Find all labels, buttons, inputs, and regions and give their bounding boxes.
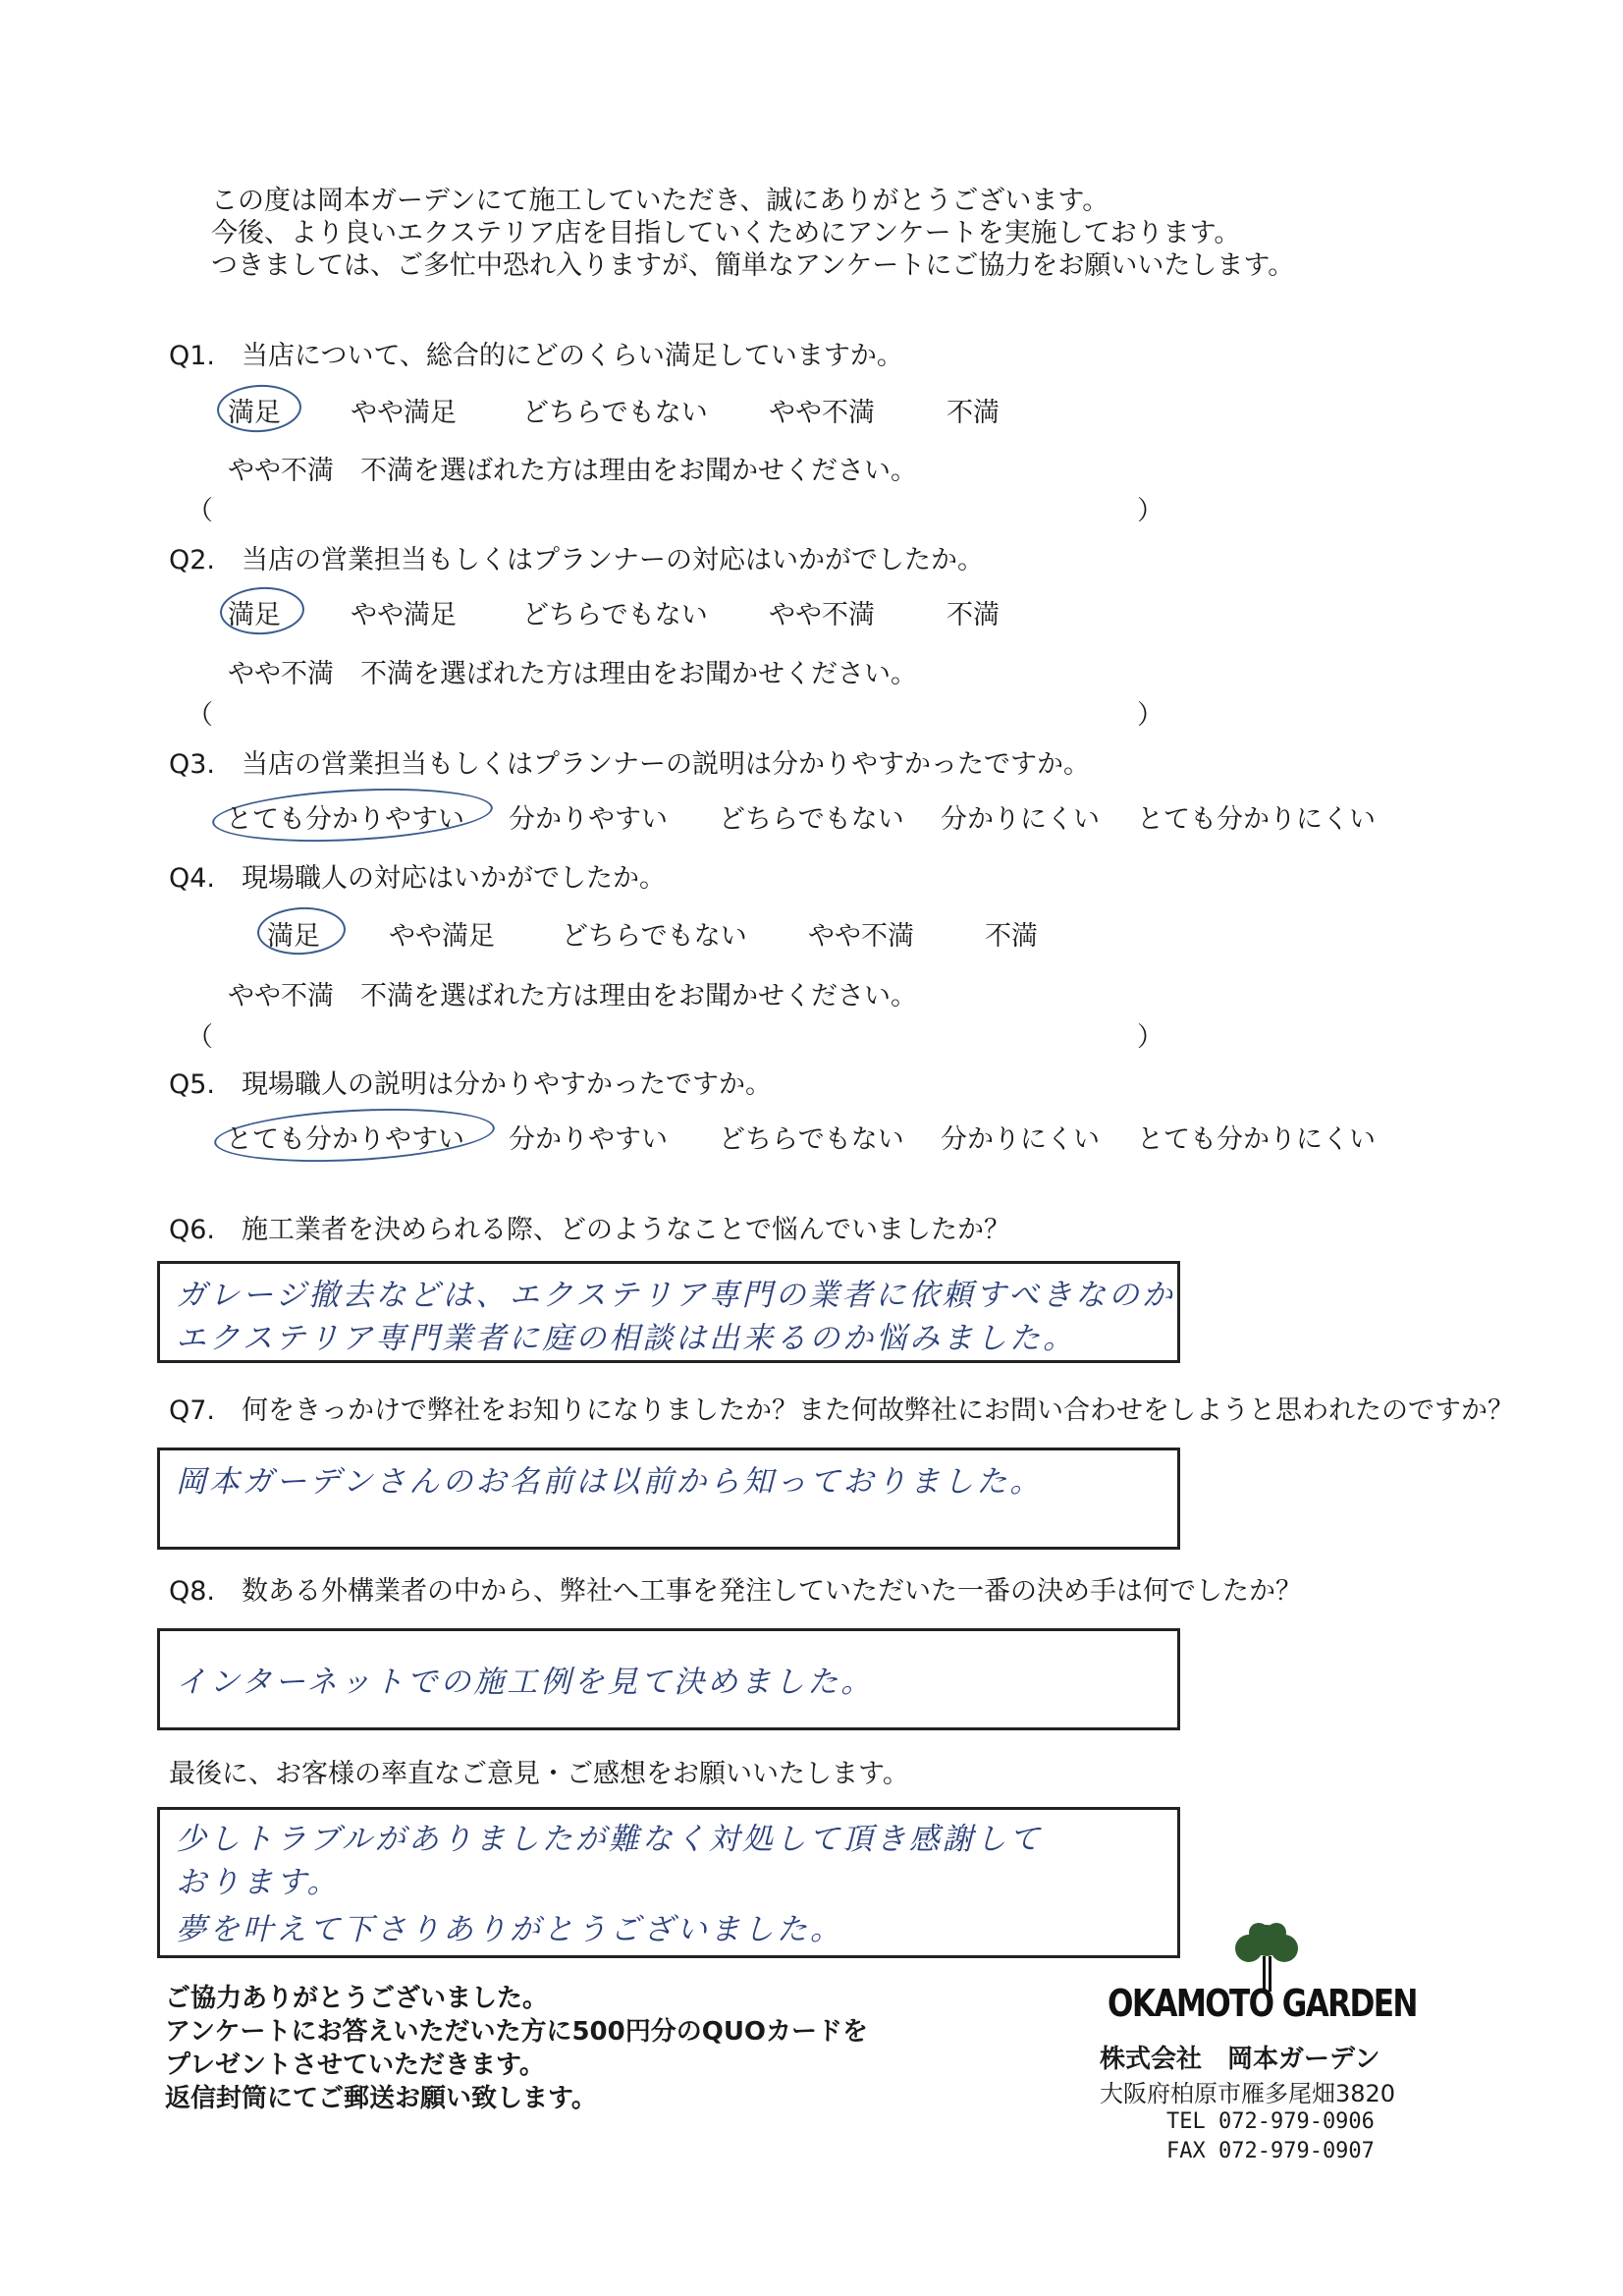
- q2-paren-open: （: [187, 700, 213, 731]
- q5-option-3[interactable]: どちらでもない: [719, 1124, 904, 1155]
- final-answer-line-1: 少しトラブルがありましたが難なく対処して頂き感謝して: [176, 1822, 1043, 1857]
- q5-option-1[interactable]: とても分かりやすい: [226, 1124, 464, 1155]
- q2-option-4[interactable]: やや不満: [769, 600, 875, 630]
- q2-option-2[interactable]: やや満足: [351, 600, 457, 630]
- intro-text: [211, 185, 1294, 282]
- q2-question: Q2. 当店の営業担当もしくはプランナーの対応はいかがでしたか。: [169, 545, 985, 575]
- final-question: 最後に、お客様の率直なご意見・ご感想をお願いいたします。: [169, 1759, 909, 1789]
- q3-option-3[interactable]: どちらでもない: [719, 804, 904, 835]
- intro-line-2: 今後、より良いエクステリア店を目指していくためにアンケートを実施しております。: [211, 218, 1241, 248]
- final-answer-line-3: 夢を叶えて下さりありがとうございました。: [176, 1912, 843, 1947]
- q3-option-4[interactable]: 分かりにくい: [941, 804, 1100, 835]
- final-answer-box[interactable]: [157, 1807, 1180, 1958]
- q7-answer-box[interactable]: [157, 1448, 1180, 1550]
- q7-answer-line-1: 岡本ガーデンさんのお名前は以前から知っておりました。: [176, 1464, 1044, 1500]
- q4-option-3[interactable]: どちらでもない: [562, 921, 747, 952]
- q4-option-2[interactable]: やや満足: [389, 921, 495, 952]
- q5-question: Q5. 現場職人の説明は分かりやすかったですか。: [169, 1069, 773, 1100]
- q1-option-2[interactable]: やや満足: [351, 398, 457, 428]
- q1-paren-open: （: [187, 496, 213, 526]
- intro-line-3: つきましては、ご多忙中恐れ入りますが、簡単なアンケートにご協力をお願いいたします。: [211, 250, 1295, 281]
- footer-thanks: ご協力ありがとうございました。: [165, 1984, 549, 2013]
- q7-question: Q7. 何をきっかけで弊社をお知りになりましたか？また何故弊社にお問い合わせをしようと思われたのですか？: [169, 1395, 1515, 1426]
- q5-option-2[interactable]: 分かりやすい: [509, 1124, 668, 1155]
- q6-question: Q6. 施工業者を決められる際、どのようなことで悩んでいましたか？: [169, 1215, 1011, 1245]
- q3-option-5[interactable]: とても分かりにくい: [1137, 804, 1376, 835]
- q4-paren-close: ）: [1137, 1022, 1163, 1053]
- q1-option-1[interactable]: 満足: [228, 398, 281, 428]
- q5-option-5[interactable]: とても分かりにくい: [1137, 1124, 1376, 1155]
- q1-question: Q1. 当店について、総合的にどのくらい満足していますか。: [169, 341, 903, 371]
- q6-answer-line-1: ガレージ撤去などは、エクステリア専門の業者に依頼すべきなのか: [176, 1278, 1175, 1313]
- final-answer-line-2: おります。: [176, 1865, 341, 1900]
- company-tel: TEL 072-979-0906: [1166, 2109, 1375, 2134]
- q2-option-5[interactable]: 不満: [947, 600, 1000, 630]
- intro-line-1: この度は岡本ガーデンにて施工していただき、誠にありがとうございます。: [211, 186, 1109, 216]
- q8-answer-box[interactable]: [157, 1628, 1180, 1730]
- q4-reason-prompt: やや不満 不満を選ばれた方は理由をお聞かせください。: [228, 981, 917, 1011]
- q6-answer-box[interactable]: [157, 1261, 1180, 1363]
- company-address: 大阪府柏原市雁多尾畑3820: [1100, 2080, 1396, 2107]
- company-name: 株式会社 岡本ガーデン: [1100, 2045, 1380, 2074]
- q8-answer-line-1: インターネットでの施工例を見て決めました。: [176, 1665, 875, 1700]
- q4-option-1[interactable]: 満足: [267, 921, 320, 952]
- q1-reason-prompt: やや不満 不満を選ばれた方は理由をお聞かせください。: [228, 456, 917, 486]
- company-logo-text: OKAMOTO GARDEN: [1108, 1982, 1417, 2025]
- q3-option-1[interactable]: とても分かりやすい: [226, 804, 464, 835]
- q3-question: Q3. 当店の営業担当もしくはプランナーの説明は分かりやすかったですか。: [169, 749, 1091, 780]
- q1-option-4[interactable]: やや不満: [769, 398, 875, 428]
- q3-option-2[interactable]: 分かりやすい: [509, 804, 668, 835]
- q4-paren-open: （: [187, 1022, 213, 1053]
- q2-paren-close: ）: [1137, 700, 1163, 731]
- q4-option-4[interactable]: やや不満: [808, 921, 914, 952]
- q4-option-5[interactable]: 不満: [985, 921, 1038, 952]
- q2-option-1[interactable]: 満足: [228, 600, 281, 630]
- q4-question: Q4. 現場職人の対応はいかがでしたか。: [169, 863, 667, 894]
- company-fax: FAX 072-979-0907: [1166, 2139, 1375, 2163]
- q1-option-3[interactable]: どちらでもない: [522, 398, 708, 428]
- q5-option-4[interactable]: 分かりにくい: [941, 1124, 1100, 1155]
- q8-question: Q8. 数ある外構業者の中から、弊社へ工事を発注していただいた一番の決め手は何でしたか？: [169, 1576, 1303, 1607]
- q2-option-3[interactable]: どちらでもない: [522, 600, 708, 630]
- footer-quo-card: アンケートにお答えいただいた方に500円分のQUOカードを: [165, 2017, 869, 2047]
- footer-envelope: 返信封筒にてご郵送お願い致します。: [165, 2084, 597, 2113]
- q6-answer-line-2: エクステリア専門業者に庭の相談は出来るのか悩みました。: [176, 1321, 1077, 1356]
- footer-present: プレゼントさせていただきます。: [165, 2050, 545, 2080]
- q2-reason-prompt: やや不満 不満を選ばれた方は理由をお聞かせください。: [228, 659, 917, 689]
- q1-option-5[interactable]: 不満: [947, 398, 1000, 428]
- q1-paren-close: ）: [1137, 496, 1163, 526]
